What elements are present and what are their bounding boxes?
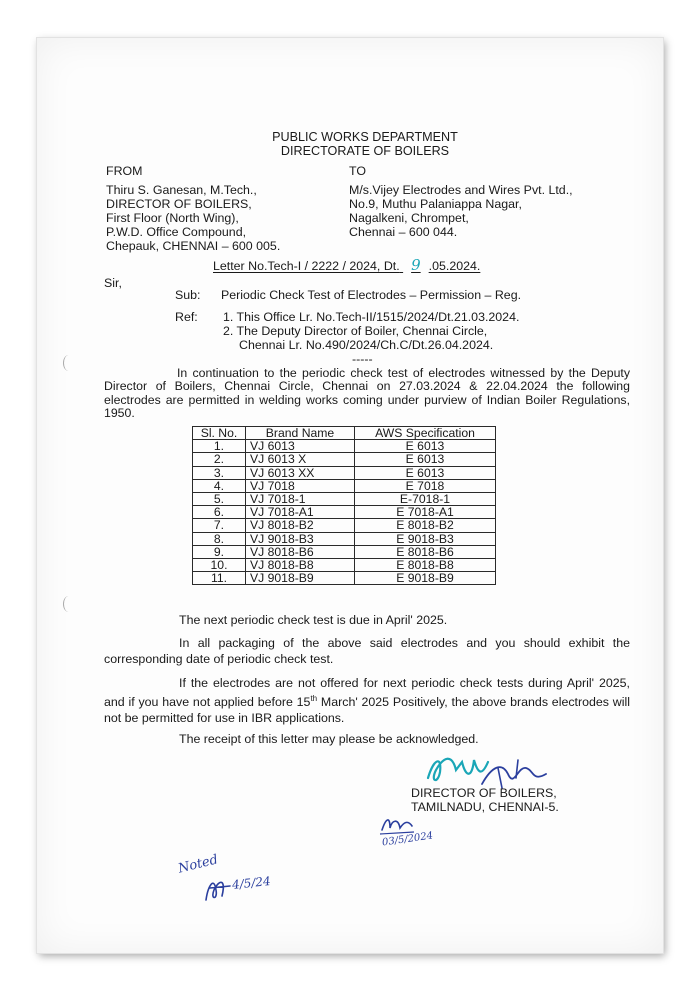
warning-text-superscript: th xyxy=(310,694,318,703)
from-line-5: Chepauk, CHENNAI – 600 005. xyxy=(106,239,281,253)
ref-1: 1. This Office Lr. No.Tech-II/1515/2024/Dt.21.03.2024. xyxy=(223,310,520,324)
table-header-row xyxy=(193,427,496,440)
next-check-text: The next periodic check test is due in April' 2025. xyxy=(179,613,448,627)
to-label: TO xyxy=(349,164,366,178)
noted-handwritten: Noted xyxy=(176,852,220,877)
row-aws: E 6013 xyxy=(355,440,496,453)
table-row xyxy=(193,558,496,571)
row-brand: VJ 6013 XX xyxy=(246,466,355,479)
ref-label: Ref: xyxy=(175,310,198,324)
from-line-3: First Floor (North Wing), xyxy=(106,211,239,225)
received-date-handwritten: 03/5/2024 xyxy=(381,830,434,849)
row-brand: VJ 6013 X xyxy=(246,453,355,466)
ref-2-line-1: 2. The Deputy Director of Boiler, Chennai Circle, xyxy=(223,324,488,338)
row-aws: E 6013 xyxy=(355,466,496,479)
row-aws: E-7018-1 xyxy=(355,492,496,505)
table-row xyxy=(193,572,496,585)
table-row xyxy=(193,506,496,519)
acknowledge-text: The receipt of this letter may please be acknowledged. xyxy=(179,732,479,746)
row-brand: VJ 7018 xyxy=(246,479,355,492)
subject-text: Periodic Check Test of Electrodes – Permission – Reg. xyxy=(221,288,522,302)
row-sl: 7. xyxy=(193,519,246,532)
from-line-2: DIRECTOR OF BOILERS, xyxy=(106,197,252,211)
to-line-1: M/s.Vijey Electrodes and Wires Pvt. Ltd., xyxy=(349,183,573,197)
row-aws: E 7018 xyxy=(355,479,496,492)
subject-label: Sub: xyxy=(175,288,201,302)
to-line-2: No.9, Muthu Palaniappa Nagar, xyxy=(349,197,522,211)
salutation: Sir, xyxy=(104,276,122,290)
directorate-name: DIRECTORATE OF BOILERS xyxy=(280,144,450,158)
row-aws: E 9018-B9 xyxy=(355,572,496,585)
table-row xyxy=(193,532,496,545)
row-brand: VJ 7018-1 xyxy=(246,492,355,505)
table-row xyxy=(193,453,496,466)
from-line-1: Thiru S. Ganesan, M.Tech., xyxy=(106,183,257,197)
header-aws-spec: AWS Specification xyxy=(355,427,496,440)
signatory-line-1: DIRECTOR OF BOILERS, xyxy=(411,786,557,800)
row-brand: VJ 7018-A1 xyxy=(246,506,355,519)
table-row xyxy=(193,479,496,492)
ref-2-line-2: Chennai Lr. No.490/2024/Ch.C/Dt.26.04.2024. xyxy=(239,338,494,352)
to-line-3: Nagalkeni, Chrompet, xyxy=(349,211,469,225)
row-sl: 5. xyxy=(193,492,246,505)
row-sl: 3. xyxy=(193,466,246,479)
header-brand-name: Brand Name xyxy=(246,427,355,440)
row-sl: 6. xyxy=(193,506,246,519)
row-sl: 8. xyxy=(193,532,246,545)
from-label: FROM xyxy=(106,164,143,178)
row-brand: VJ 6013 xyxy=(246,440,355,453)
row-brand: VJ 8018-B2 xyxy=(246,519,355,532)
letter-day-handwritten: 9 xyxy=(411,256,421,274)
header-sl-no: Sl. No. xyxy=(193,427,246,440)
warning-text-part-2: March' 2025 Positively, the above brands electrodes will not be permitted for use in IBR applications. xyxy=(104,695,630,726)
table-row xyxy=(193,440,496,453)
row-aws: E 8018-B2 xyxy=(355,519,496,532)
letter-number-suffix: .05.2024. xyxy=(428,259,481,273)
department-name: PUBLIC WORKS DEPARTMENT xyxy=(272,130,458,144)
letter-number xyxy=(213,258,480,273)
noted-date-handwritten: 4/5/24 xyxy=(231,874,272,892)
from-line-4: P.W.D. Office Compound, xyxy=(106,225,247,239)
row-sl: 1. xyxy=(193,440,246,453)
letter-number-prefix: Letter No.Tech-I / 2222 / 2024, Dt. xyxy=(213,259,400,273)
table-row xyxy=(193,519,496,532)
table-row xyxy=(193,545,496,558)
row-sl: 9. xyxy=(193,545,246,558)
punch-hole-bottom xyxy=(63,596,74,612)
row-aws: E 8018-B6 xyxy=(355,545,496,558)
ref-divider: ----- xyxy=(352,352,373,366)
packaging-paragraph: In all packaging of the above said electrodes and you should exhibit the corresponding date of periodic check test. xyxy=(104,636,630,666)
row-aws: E 9018-B3 xyxy=(355,532,496,545)
row-brand: VJ 8018-B6 xyxy=(246,545,355,558)
row-aws: E 7018-A1 xyxy=(355,506,496,519)
intro-paragraph: In continuation to the periodic check test of electrodes witnessed by the Deputy Director of Boilers, Chennai Circle, Chennai on 27.03.2024 & 22.04.2024 the following electrodes are permitted in welding works coming under purview of Indian Boiler Regulations, 1950. xyxy=(104,366,630,420)
warning-paragraph xyxy=(104,675,630,726)
row-brand: VJ 8018-B8 xyxy=(246,558,355,571)
row-brand: VJ 9018-B9 xyxy=(246,572,355,585)
row-sl: 2. xyxy=(193,453,246,466)
row-sl: 11. xyxy=(193,572,246,585)
electrodes-table xyxy=(192,426,496,585)
warning-text-part-1: If the electrodes are not offered for next periodic check tests during April' 2025, and if you have not applied before 15 xyxy=(104,676,630,710)
signatory-line-2: TAMILNADU, CHENNAI-5. xyxy=(411,800,559,814)
to-line-4: Chennai – 600 044. xyxy=(349,225,458,239)
row-aws: E 6013 xyxy=(355,453,496,466)
punch-hole-top xyxy=(63,355,74,371)
table-row xyxy=(193,466,496,479)
row-sl: 4. xyxy=(193,479,246,492)
row-aws: E 8018-B8 xyxy=(355,558,496,571)
row-sl: 10. xyxy=(193,558,246,571)
row-brand: VJ 9018-B3 xyxy=(246,532,355,545)
table-row xyxy=(193,492,496,505)
